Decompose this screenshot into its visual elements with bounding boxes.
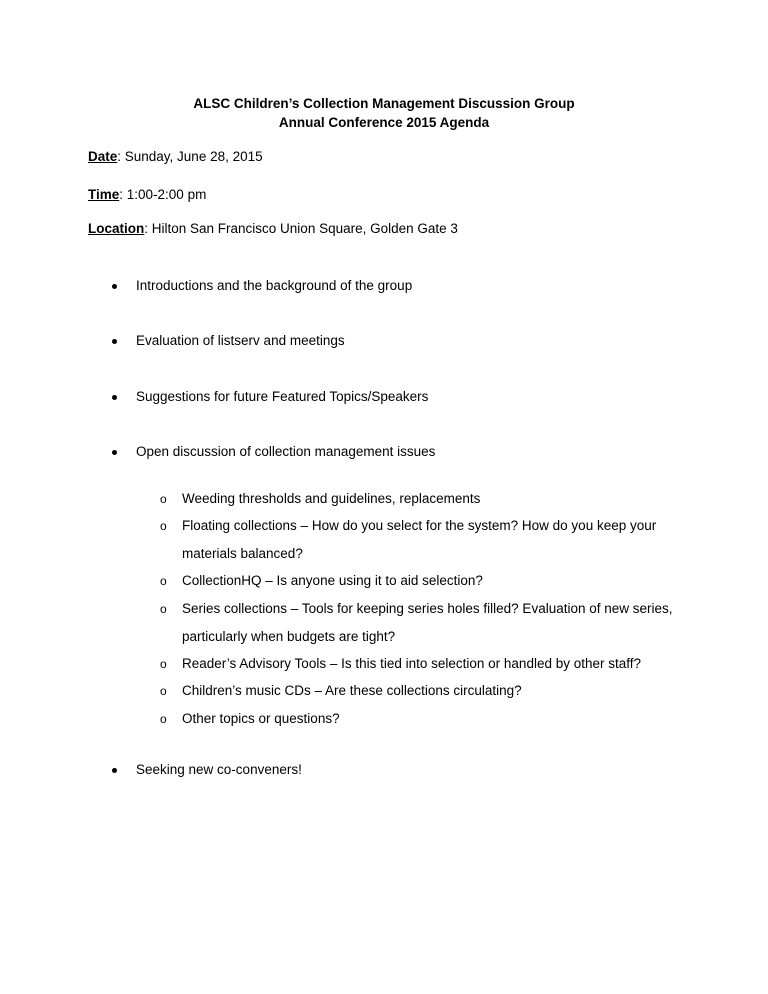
bullet-icon <box>112 450 117 455</box>
circle-bullet-icon: o <box>160 602 167 616</box>
circle-bullet-icon: o <box>160 657 167 671</box>
agenda-item-text: Seeking new co-conveners! <box>136 762 302 777</box>
title-line-1: ALSC Children’s Collection Management Discussion Group <box>193 96 575 111</box>
date-line <box>88 148 263 166</box>
circle-bullet-icon: o <box>160 574 167 588</box>
agenda-item-text: Suggestions for future Featured Topics/Speakers <box>136 389 429 404</box>
time-value: : 1:00-2:00 pm <box>119 187 207 202</box>
agenda-subitem-text: Reader’s Advisory Tools – Is this tied into selection or handled by other staff? <box>182 656 642 671</box>
circle-bullet-icon: o <box>160 519 167 533</box>
agenda-subitem-text: Other topics or questions? <box>182 711 340 726</box>
agenda-subitem-text: Floating collections – How do you select for the system? How do you keep your materials balanced? <box>182 518 657 561</box>
agenda-subitem-text: Weeding thresholds and guidelines, replacements <box>182 491 481 506</box>
agenda-subitem <box>160 677 680 705</box>
date-label: Date <box>88 149 118 164</box>
agenda-subitem-text: Series collections – Tools for keeping series holes filled? Evaluation of new series, particularly when budgets are tight? <box>182 601 673 644</box>
agenda-item-text: Open discussion of collection management issues <box>136 444 436 459</box>
agenda-subitem <box>160 705 680 733</box>
document-title <box>0 94 768 132</box>
bullet-icon <box>112 768 117 773</box>
agenda-item-text: Evaluation of listserv and meetings <box>136 333 345 348</box>
location-label: Location <box>88 221 145 236</box>
time-line <box>88 186 206 204</box>
agenda-subitem <box>160 567 680 595</box>
time-label: Time <box>88 187 120 202</box>
agenda-subitem-text: CollectionHQ – Is anyone using it to aid selection? <box>182 573 483 588</box>
circle-bullet-icon: o <box>160 492 167 506</box>
agenda-subitem-text: Children’s music CDs – Are these collections circulating? <box>182 683 522 698</box>
agenda-subitem <box>160 485 680 513</box>
agenda-subitem <box>160 595 680 651</box>
location-line <box>88 220 458 238</box>
title-line-2: Annual Conference 2015 Agenda <box>278 115 490 130</box>
circle-bullet-icon: o <box>160 712 167 726</box>
agenda-item-text: Introductions and the background of the group <box>136 278 413 293</box>
bullet-icon <box>112 284 117 289</box>
location-value: : Hilton San Francisco Union Square, Golden Gate 3 <box>144 221 458 236</box>
circle-bullet-icon: o <box>160 684 167 698</box>
agenda-subitem <box>160 512 680 568</box>
agenda-subitem <box>160 650 680 678</box>
bullet-icon <box>112 339 117 344</box>
bullet-icon <box>112 395 117 400</box>
date-value: : Sunday, June 28, 2015 <box>117 149 263 164</box>
